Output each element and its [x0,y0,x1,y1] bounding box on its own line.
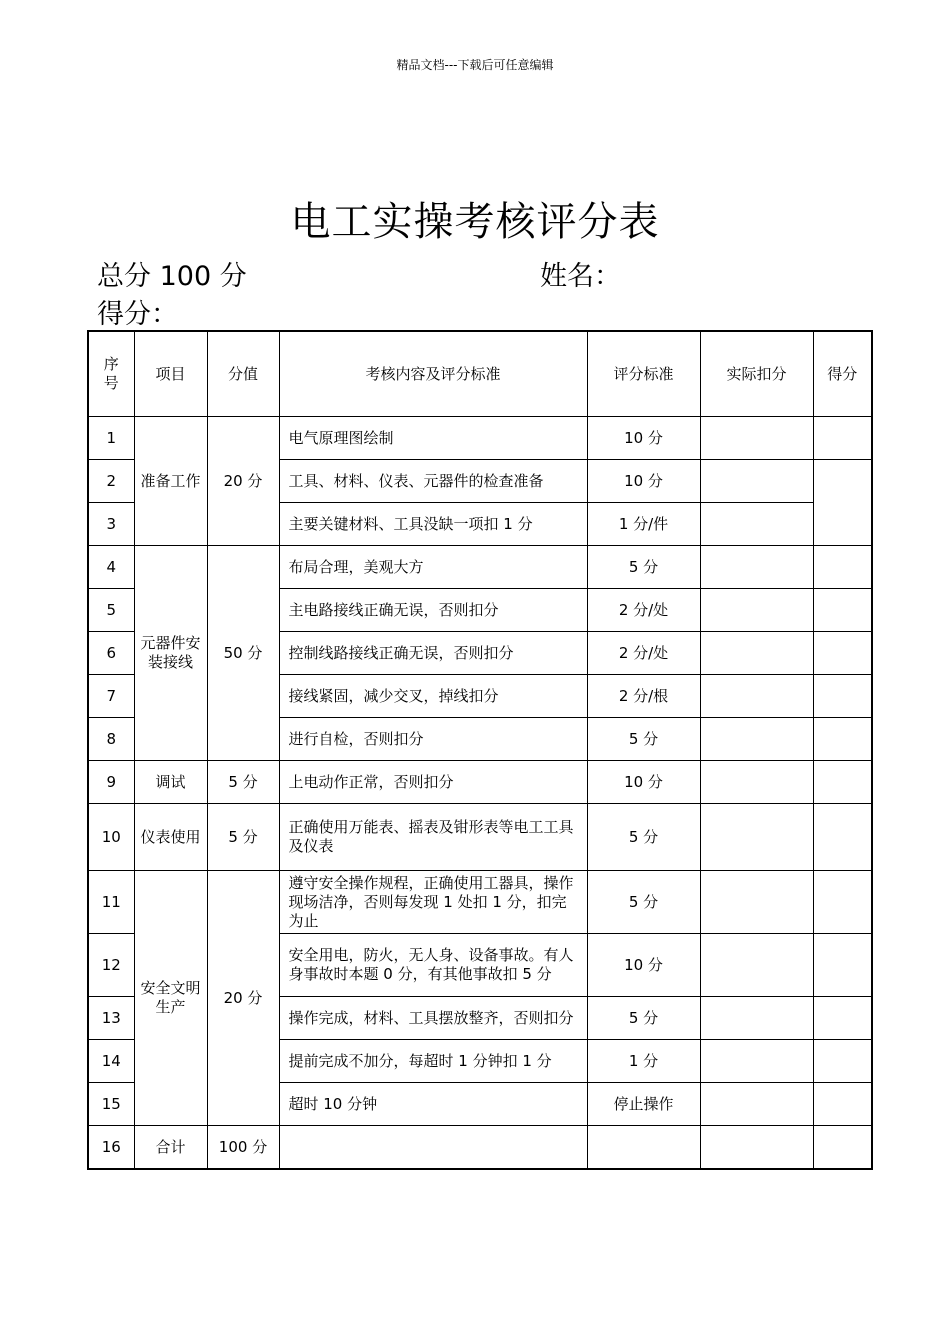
category-name: 仪表使用 [134,804,207,871]
category-name: 合计 [134,1126,207,1170]
deduction-cell[interactable] [700,934,813,997]
criterion-standard: 5 分 [587,997,700,1040]
criterion-standard [587,1126,700,1170]
deduction-cell[interactable] [700,804,813,871]
deduction-cell[interactable] [700,675,813,718]
row-number: 5 [88,589,134,632]
criterion-standard: 5 分 [587,871,700,934]
criterion-standard: 5 分 [587,546,700,589]
criterion-standard: 1 分/件 [587,503,700,546]
score-cell[interactable] [813,417,872,460]
row-number: 11 [88,871,134,934]
criterion-content: 上电动作正常，否则扣分 [279,761,587,804]
name-label: 姓名： [540,261,621,292]
score-cell[interactable] [813,997,872,1040]
criterion-standard: 10 分 [587,761,700,804]
row-number: 6 [88,632,134,675]
deduction-cell[interactable] [700,460,813,503]
row-number: 4 [88,546,134,589]
score-cell[interactable] [813,804,872,871]
row-number: 12 [88,934,134,997]
header-serial: 序号 [88,331,134,417]
header-deduction: 实际扣分 [700,331,813,417]
category-points: 50 分 [207,546,279,761]
category-name: 准备工作 [134,417,207,546]
header-standard: 评分标准 [587,331,700,417]
criterion-content: 提前完成不加分，每超时 1 分钟扣 1 分 [279,1040,587,1083]
deduction-cell[interactable] [700,761,813,804]
criterion-content: 电气原理图绘制 [279,417,587,460]
criterion-standard: 10 分 [587,934,700,997]
deduction-cell[interactable] [700,546,813,589]
deduction-cell[interactable] [700,718,813,761]
header-item: 项目 [134,331,207,417]
deduction-cell[interactable] [700,417,813,460]
criterion-content: 正确使用万能表、摇表及钳形表等电工工具及仪表 [279,804,587,871]
row-number: 10 [88,804,134,871]
deduction-cell[interactable] [700,1126,813,1170]
row-number: 7 [88,675,134,718]
deduction-cell[interactable] [700,632,813,675]
criterion-standard: 2 分/处 [587,632,700,675]
row-number: 9 [88,761,134,804]
total-score-label: 总分 100 分 [97,261,247,292]
category-name: 安全文明生产 [134,871,207,1126]
criterion-content [279,1126,587,1170]
criterion-content: 控制线路接线正确无误，否则扣分 [279,632,587,675]
score-cell[interactable] [813,871,872,934]
score-label: 得分： [97,299,178,330]
criterion-content: 布局合理，美观大方 [279,546,587,589]
row-number: 1 [88,417,134,460]
score-cell[interactable] [813,1040,872,1083]
score-cell[interactable] [813,589,872,632]
category-name: 元器件安装接线 [134,546,207,761]
page-title: 电工实操考核评分表 [290,199,660,245]
category-points: 5 分 [207,761,279,804]
deduction-cell[interactable] [700,871,813,934]
deduction-cell[interactable] [700,1083,813,1126]
deduction-cell[interactable] [700,1040,813,1083]
criterion-standard: 1 分 [587,1040,700,1083]
criterion-content: 主要关键材料、工具没缺一项扣 1 分 [279,503,587,546]
table-row [88,417,872,460]
category-name: 调试 [134,761,207,804]
deduction-cell[interactable] [700,589,813,632]
score-cell[interactable] [813,460,872,546]
category-points: 100 分 [207,1126,279,1170]
criterion-standard: 2 分/根 [587,675,700,718]
criterion-content: 接线紧固，减少交叉，掉线扣分 [279,675,587,718]
header-content: 考核内容及评分标准 [279,331,587,417]
criterion-standard: 停止操作 [587,1083,700,1126]
criterion-standard: 5 分 [587,804,700,871]
table-row [88,804,872,871]
row-number: 2 [88,460,134,503]
criterion-content: 进行自检，否则扣分 [279,718,587,761]
table-row [88,871,872,934]
criterion-content: 超时 10 分钟 [279,1083,587,1126]
score-cell[interactable] [813,718,872,761]
header-score: 得分 [813,331,872,417]
row-number: 3 [88,503,134,546]
criterion-content: 主电路接线正确无误，否则扣分 [279,589,587,632]
criterion-content: 遵守安全操作规程，正确使用工器具，操作现场洁净，否则每发现 1 处扣 1 分，扣完为止 [279,871,587,934]
category-points: 20 分 [207,417,279,546]
criterion-standard: 10 分 [587,460,700,503]
header-points: 分值 [207,331,279,417]
row-number: 8 [88,718,134,761]
score-cell[interactable] [813,675,872,718]
category-points: 5 分 [207,804,279,871]
score-cell[interactable] [813,1126,872,1170]
score-cell[interactable] [813,546,872,589]
criterion-standard: 10 分 [587,417,700,460]
score-cell[interactable] [813,761,872,804]
category-points: 20 分 [207,871,279,1126]
deduction-cell[interactable] [700,503,813,546]
total-row [88,1126,872,1170]
row-number: 15 [88,1083,134,1126]
criterion-standard: 2 分/处 [587,589,700,632]
row-number: 16 [88,1126,134,1170]
criterion-content: 工具、材料、仪表、元器件的检查准备 [279,460,587,503]
score-cell[interactable] [813,934,872,997]
score-cell[interactable] [813,1083,872,1126]
row-number: 14 [88,1040,134,1083]
score-cell[interactable] [813,632,872,675]
row-number: 13 [88,997,134,1040]
criterion-content: 操作完成，材料、工具摆放整齐，否则扣分 [279,997,587,1040]
criterion-standard: 5 分 [587,718,700,761]
table-header-row [88,331,872,417]
scoring-table [87,330,873,1170]
table-row [88,761,872,804]
table-row [88,546,872,589]
criterion-content: 安全用电，防火，无人身、设备事故。有人身事故时本题 0 分，有其他事故扣 5 分 [279,934,587,997]
header-note: 精品文档---下载后可任意编辑 [396,58,554,72]
deduction-cell[interactable] [700,997,813,1040]
